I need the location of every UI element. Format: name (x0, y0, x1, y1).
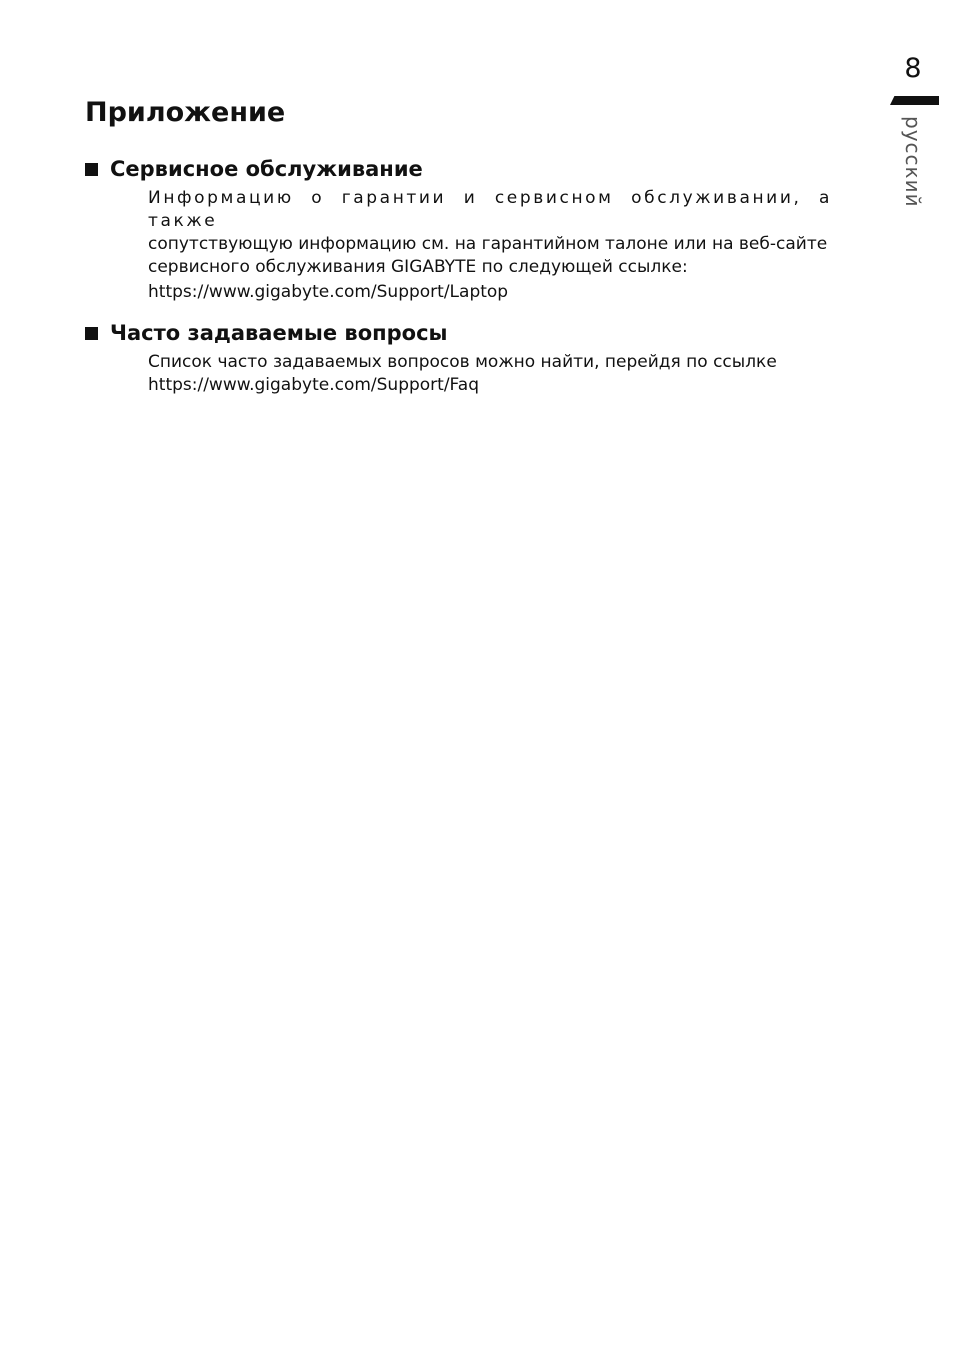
paragraph-line: сопутствующую информацию см. на гарантийном талоне или на веб-сайте (148, 234, 828, 254)
section-heading-service (85, 154, 845, 184)
section-body-faq (148, 351, 832, 397)
page-title: Приложение (85, 97, 286, 128)
section-faq (85, 318, 845, 397)
page-number: 8 (904, 53, 922, 84)
section-body-service (148, 187, 832, 304)
section-service (85, 154, 845, 304)
language-tab-bar (890, 96, 939, 105)
square-bullet-icon (85, 163, 98, 176)
support-faq-link[interactable]: https://www.gigabyte.com/Support/Faq (148, 375, 479, 395)
section-heading-text: Сервисное обслуживание (110, 157, 423, 181)
support-laptop-link[interactable]: https://www.gigabyte.com/Support/Laptop (148, 282, 509, 302)
paragraph-line: Список часто задаваемых вопросов можно найти, перейдя по ссылке (148, 352, 777, 372)
paragraph-line: сервисного обслуживания GIGABYTE по следующей ссылке: (148, 257, 688, 277)
section-heading-faq (85, 318, 845, 348)
language-tab-label: русский (901, 116, 925, 208)
paragraph-line: Информацию о гарантии и сервисном обслуживании, а также (148, 188, 832, 231)
square-bullet-icon (85, 327, 98, 340)
section-heading-text: Часто задаваемые вопросы (110, 321, 448, 345)
